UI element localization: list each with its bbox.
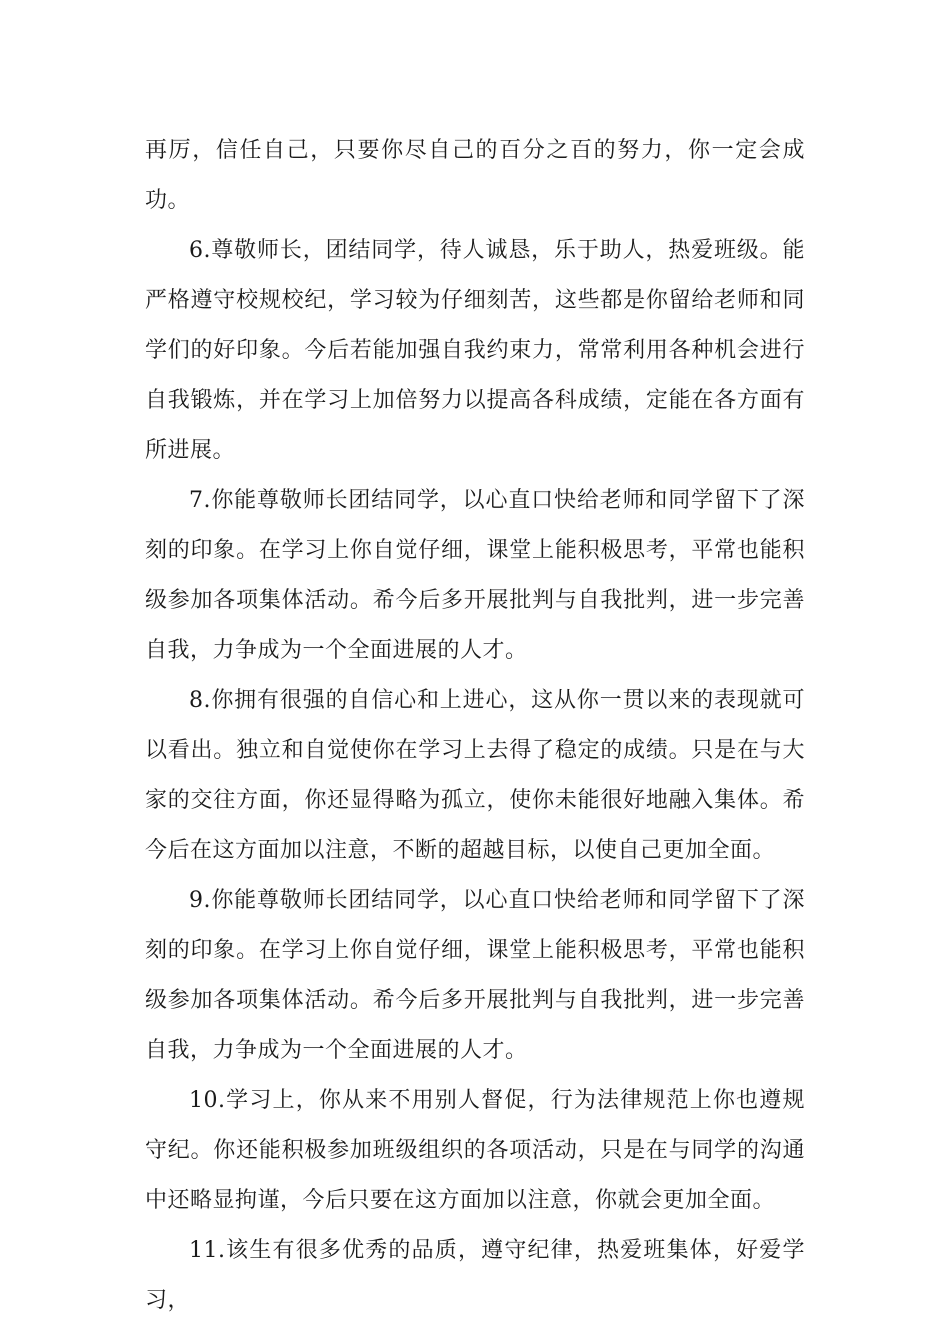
paragraph-item-10: 10.学习上，你从来不用别人督促，行为法律规范上你也遵规守纪。你还能积极参加班级组织的各项活动，只是在与同学的沟通中还略显拘谨，今后只要在这方面加以注意，你就会更加全面。 [145,1088,805,1213]
paragraph-item-9: 9.你能尊敬师长团结同学，以心直口快给老师和同学留下了深刻的印象。在学习上你自觉仔细，课堂上能积极思考，平常也能积级参加各项集体活动。希今后多开展批判与自我批判，进一步完善自我，力争成为一个全面进展的人才。 [145,888,805,1063]
paragraph-item-8: 8.你拥有很强的自信心和上进心，这从你一贯以来的表现就可以看出。独立和自觉使你在学习上去得了稳定的成绩。只是在与大家的交往方面，你还显得略为孤立，使你未能很好地融入集体。希今后在这方面加以注意，不断的超越目标，以使自己更加全面。 [145,688,805,863]
document-body [145,126,805,1326]
paragraph-item-7: 7.你能尊敬师长团结同学，以心直口快给老师和同学留下了深刻的印象。在学习上你自觉仔细，课堂上能积极思考，平常也能积级参加各项集体活动。希今后多开展批判与自我批判，进一步完善自我，力争成为一个全面进展的人才。 [145,488,805,663]
paragraph-item-11: 11.该生有很多优秀的品质，遵守纪律，热爱班集体，好爱学习， [145,1238,805,1313]
paragraph-continuation: 再厉，信任自己，只要你尽自己的百分之百的努力，你一定会成功。 [145,138,805,213]
paragraph-item-6: 6.尊敬师长，团结同学，待人诚恳，乐于助人，热爱班级。能严格遵守校规校纪，学习较为仔细刻苦，这些都是你留给老师和同学们的好印象。今后若能加强自我约束力，常常利用各种机会进行自我锻炼，并在学习上加倍努力以提高各科成绩，定能在各方面有所进展。 [145,238,805,463]
